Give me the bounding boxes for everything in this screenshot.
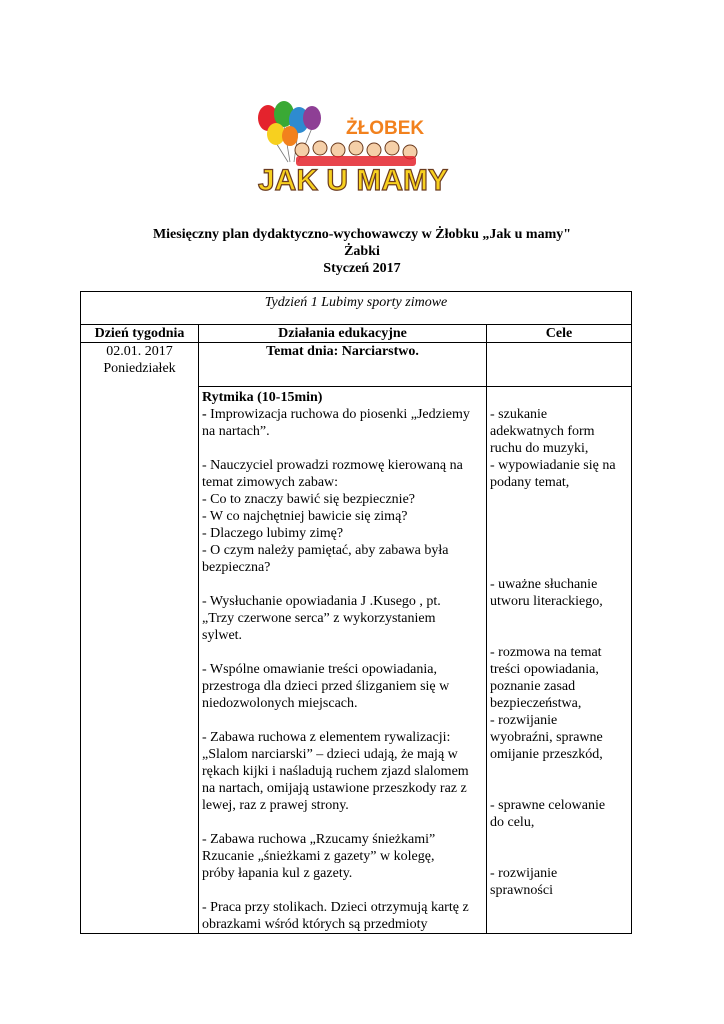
goal-block bbox=[490, 865, 628, 899]
activity-line: rękach kijki i naśladują ruchem zjazd slalomem bbox=[202, 764, 469, 779]
activity-title: Rytmika (10-15min) bbox=[202, 390, 323, 405]
column-header-goals: Cele bbox=[487, 325, 632, 343]
balloons-icon bbox=[258, 101, 321, 162]
goal-line: adekwatnych form bbox=[490, 424, 595, 439]
activity-line: - W co najchętniej bawicie się zimą? bbox=[202, 509, 408, 524]
activity-block bbox=[202, 729, 483, 814]
logo-brand-text: ŻŁOBEK bbox=[346, 118, 425, 139]
goal-line: poznanie zasad bbox=[490, 679, 576, 694]
logo-slogan-text: JAK U MAMY bbox=[258, 164, 449, 197]
goal-line: - uważne słuchanie bbox=[490, 577, 598, 592]
activity-line: niedozwolonych miejscach. bbox=[202, 696, 358, 711]
activity-line: - Wysłuchanie opowiadania J .Kusego , pt. bbox=[202, 594, 441, 609]
day-cell bbox=[81, 343, 199, 934]
activities-cell bbox=[199, 387, 487, 934]
activity-line: - Co to znaczy bawić się bezpiecznie? bbox=[202, 492, 416, 507]
goal-line: utworu literackiego, bbox=[490, 594, 603, 609]
goal-line: ruchu do muzyki, bbox=[490, 441, 589, 456]
activity-line: „Trzy czerwone serca” z wykorzystaniem bbox=[202, 611, 436, 626]
activity-line: przestroga dla dzieci przed ślizganiem się w bbox=[202, 679, 450, 694]
plan-location: Żabki bbox=[344, 244, 380, 259]
activity-line: „Slalom narciarski” – dzieci udają, że mają w bbox=[202, 747, 458, 762]
activity-block bbox=[202, 593, 483, 644]
goal-line: - szukanie bbox=[490, 407, 548, 422]
goal-block bbox=[490, 797, 628, 831]
activity-line: lewej, raz z prawej strony. bbox=[202, 798, 349, 813]
goal-line: do celu, bbox=[490, 815, 535, 830]
activity-line: bezpieczna? bbox=[202, 560, 271, 575]
activity-line: - O czym należy pamiętać, aby zabawa była bbox=[202, 543, 449, 558]
activity-line: - Zabawa ruchowa z elementem rywalizacji: bbox=[202, 730, 451, 745]
goal-line: wyobraźni, sprawne bbox=[490, 730, 603, 745]
activity-line: - Zabawa ruchowa „Rzucamy śnieżkami” bbox=[202, 832, 436, 847]
goal-line: - rozwijanie bbox=[490, 866, 558, 881]
goal-block bbox=[490, 644, 628, 763]
plan-month: Styczeń 2017 bbox=[323, 261, 401, 276]
activity-lead-dash: - bbox=[202, 407, 207, 422]
goal-line: - rozwijanie bbox=[490, 713, 558, 728]
goal-line: - wypowiadanie się na bbox=[490, 458, 616, 473]
goal-line: treści opowiadania, bbox=[490, 662, 599, 677]
goal-block bbox=[490, 576, 628, 610]
goal-line: bezpieczeństwa, bbox=[490, 696, 582, 711]
goal-line: - sprawne celowanie bbox=[490, 798, 606, 813]
goal-line: - rozmowa na temat bbox=[490, 645, 602, 660]
goal-block bbox=[490, 406, 628, 491]
activity-line: - Praca przy stolikach. Dzieci otrzymują kartę z bbox=[202, 900, 469, 915]
activity-line: temat zimowych zabaw: bbox=[202, 475, 339, 490]
activity-block bbox=[202, 899, 483, 933]
activity-line: Improwizacja ruchowa do piosenki „Jedziemy bbox=[210, 407, 470, 422]
column-header-day: Dzień tygodnia bbox=[81, 325, 199, 343]
zlobek-logo bbox=[254, 100, 449, 197]
goal-line: omijanie przeszkód, bbox=[490, 747, 603, 762]
column-header-activities: Działania edukacyjne bbox=[199, 325, 487, 343]
activity-block bbox=[202, 831, 483, 882]
date-text: 02.01. 2017 bbox=[106, 344, 173, 359]
activity-line: - Dlaczego lubimy zimę? bbox=[202, 526, 344, 541]
plan-table bbox=[80, 291, 632, 934]
goal-line: sprawności bbox=[490, 883, 553, 898]
activity-line: Rzucanie „śnieżkami z gazety” w kolegę, bbox=[202, 849, 435, 864]
activity-line: na nartach, omijają ustawione przeszkody raz z bbox=[202, 781, 467, 796]
activity-line: - Wspólne omawianie treści opowiadania, bbox=[202, 662, 437, 677]
activity-block bbox=[202, 457, 483, 576]
activity-line: sylwet. bbox=[202, 628, 243, 643]
activity-line: na nartach”. bbox=[202, 424, 270, 439]
goal-line: podany temat, bbox=[490, 475, 570, 490]
activity-line: obrazkami wśród których są przedmioty bbox=[202, 917, 428, 932]
plan-title: Miesięczny plan dydaktyczno-wychowawczy w Żłobku „Jak u mamy" bbox=[152, 227, 572, 242]
activity-line: próby łapania kul z gazety. bbox=[202, 866, 353, 881]
activity-line: - Nauczyciel prowadzi rozmowę kierowaną na bbox=[202, 458, 463, 473]
weekday-text: Poniedziałek bbox=[103, 361, 176, 376]
week-title: Tydzień 1 Lubimy sporty zimowe bbox=[81, 292, 632, 325]
goals-cell bbox=[487, 387, 632, 934]
activity-block bbox=[202, 661, 483, 712]
topic-goal-cell bbox=[487, 343, 632, 387]
topic-cell: Temat dnia: Narciarstwo. bbox=[199, 343, 487, 387]
children-icon bbox=[295, 141, 417, 166]
activity-block bbox=[202, 406, 483, 440]
